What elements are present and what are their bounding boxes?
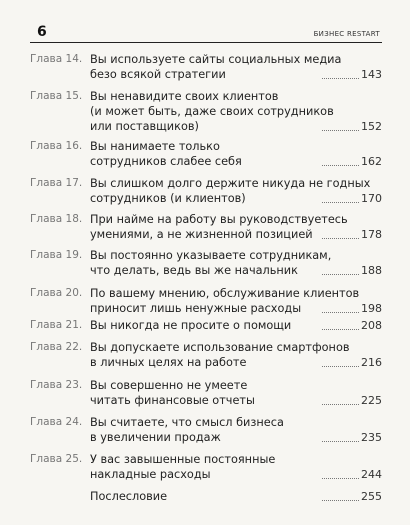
toc-title-line: Вы допускаете использование смартфонов bbox=[90, 341, 350, 354]
toc-entry-title bbox=[90, 286, 360, 316]
toc-entry-title bbox=[90, 489, 320, 504]
toc-entry-title bbox=[90, 89, 334, 134]
toc-title-line: приносит лишь ненужные расходы bbox=[90, 302, 302, 315]
toc-title-line: или поставщиков) bbox=[90, 120, 199, 133]
toc-chapter-label: Глава 16. bbox=[30, 140, 83, 152]
toc-title-line: Вы ненавидите своих клиентов bbox=[90, 90, 279, 103]
toc-entry-title bbox=[90, 378, 320, 408]
toc-entry-title bbox=[90, 318, 320, 333]
toc-chapter-label: Глава 23. bbox=[30, 379, 83, 391]
toc-chapter-label: Глава 24. bbox=[30, 416, 83, 428]
toc-dot-leader bbox=[322, 238, 359, 239]
toc-entry-title bbox=[90, 52, 342, 82]
toc-title-line: (и может быть, даже своих сотрудников bbox=[90, 105, 334, 118]
toc-page-number: 244 bbox=[361, 468, 382, 481]
toc-title-line: читать финансовые отчеты bbox=[90, 394, 255, 407]
toc-title-line: в личных целях на работе bbox=[90, 356, 247, 369]
toc-dot-leader bbox=[322, 312, 359, 313]
toc-dot-leader bbox=[322, 366, 359, 367]
toc-dot-leader bbox=[322, 202, 359, 203]
toc-dot-leader bbox=[322, 500, 359, 501]
toc-page-number: 188 bbox=[361, 264, 382, 277]
toc-entry-title bbox=[90, 176, 371, 206]
toc-title-line: Вы слишком долго держите никуда не годных bbox=[90, 177, 371, 190]
toc-entry-title bbox=[90, 452, 320, 482]
toc-dot-leader bbox=[322, 441, 359, 442]
toc-title-line: Вы совершенно не умеете bbox=[90, 379, 248, 392]
toc-dot-leader bbox=[322, 165, 359, 166]
toc-page-number: 225 bbox=[361, 394, 382, 407]
toc-page-number: 162 bbox=[361, 155, 382, 168]
toc-title-line: Вы нанимаете только bbox=[90, 140, 220, 153]
toc-title-line: безо всякой стратегии bbox=[90, 68, 226, 81]
toc-title-line: что делать, ведь вы же начальник bbox=[90, 264, 298, 277]
toc-page-number: 255 bbox=[361, 490, 382, 503]
toc-entry-title bbox=[90, 139, 320, 169]
toc-title-line: Послесловие bbox=[90, 490, 168, 503]
toc-title-line: Вы никогда не просите о помощи bbox=[90, 319, 292, 332]
toc-title-line: Вы используете сайты социальных медиа bbox=[90, 53, 342, 66]
toc-entry-title bbox=[90, 248, 332, 278]
toc-title-line: При найме на работу вы руководствуетесь bbox=[90, 213, 348, 226]
toc-entry-title bbox=[90, 212, 348, 242]
toc-page-number: 235 bbox=[361, 431, 382, 444]
page-number: 6 bbox=[37, 24, 47, 40]
toc-title-line: Вы считаете, что смысл бизнеса bbox=[90, 416, 284, 429]
toc-chapter-label: Глава 17. bbox=[30, 177, 83, 189]
toc-entry-title bbox=[90, 415, 320, 445]
toc-page-number: 143 bbox=[361, 68, 382, 81]
toc-chapter-label: Глава 21. bbox=[30, 319, 83, 331]
toc-title-line: в увеличении продаж bbox=[90, 431, 221, 444]
toc-chapter-label: Глава 15. bbox=[30, 90, 83, 102]
toc-dot-leader bbox=[322, 130, 359, 131]
toc-dot-leader bbox=[322, 478, 359, 479]
toc-title-line: Вы постоянно указываете сотрудникам, bbox=[90, 249, 332, 262]
toc-title-line: сотрудников (и клиентов) bbox=[90, 192, 246, 205]
toc-chapter-label: Глава 18. bbox=[30, 213, 83, 225]
toc-dot-leader bbox=[322, 404, 359, 405]
toc-chapter-label: Глава 20. bbox=[30, 287, 83, 299]
toc-page-number: 178 bbox=[361, 228, 382, 241]
toc-chapter-label: Глава 14. bbox=[30, 53, 83, 65]
running-header: БИЗНЕС RESTART bbox=[313, 30, 380, 38]
toc-page-number: 216 bbox=[361, 356, 382, 369]
toc-entry-title bbox=[90, 340, 350, 370]
toc-page-number: 208 bbox=[361, 319, 382, 332]
toc-chapter-label: Глава 19. bbox=[30, 249, 83, 261]
toc-page-number: 152 bbox=[361, 120, 382, 133]
toc-dot-leader bbox=[322, 329, 359, 330]
toc-title-line: У вас завышенные постоянные bbox=[90, 453, 276, 466]
toc-title-line: умениями, а не жизненной позицией bbox=[90, 228, 313, 241]
toc-title-line: По вашему мнению, обслуживание клиентов bbox=[90, 287, 360, 300]
toc-dot-leader bbox=[322, 78, 359, 79]
toc-dot-leader bbox=[322, 274, 359, 275]
toc-chapter-label: Глава 22. bbox=[30, 341, 83, 353]
toc-page-number: 198 bbox=[361, 302, 382, 315]
toc-chapter-label: Глава 25. bbox=[30, 453, 83, 465]
toc-title-line: сотрудников слабее себя bbox=[90, 155, 242, 168]
toc-page-number: 170 bbox=[361, 192, 382, 205]
toc-title-line: накладные расходы bbox=[90, 468, 211, 481]
